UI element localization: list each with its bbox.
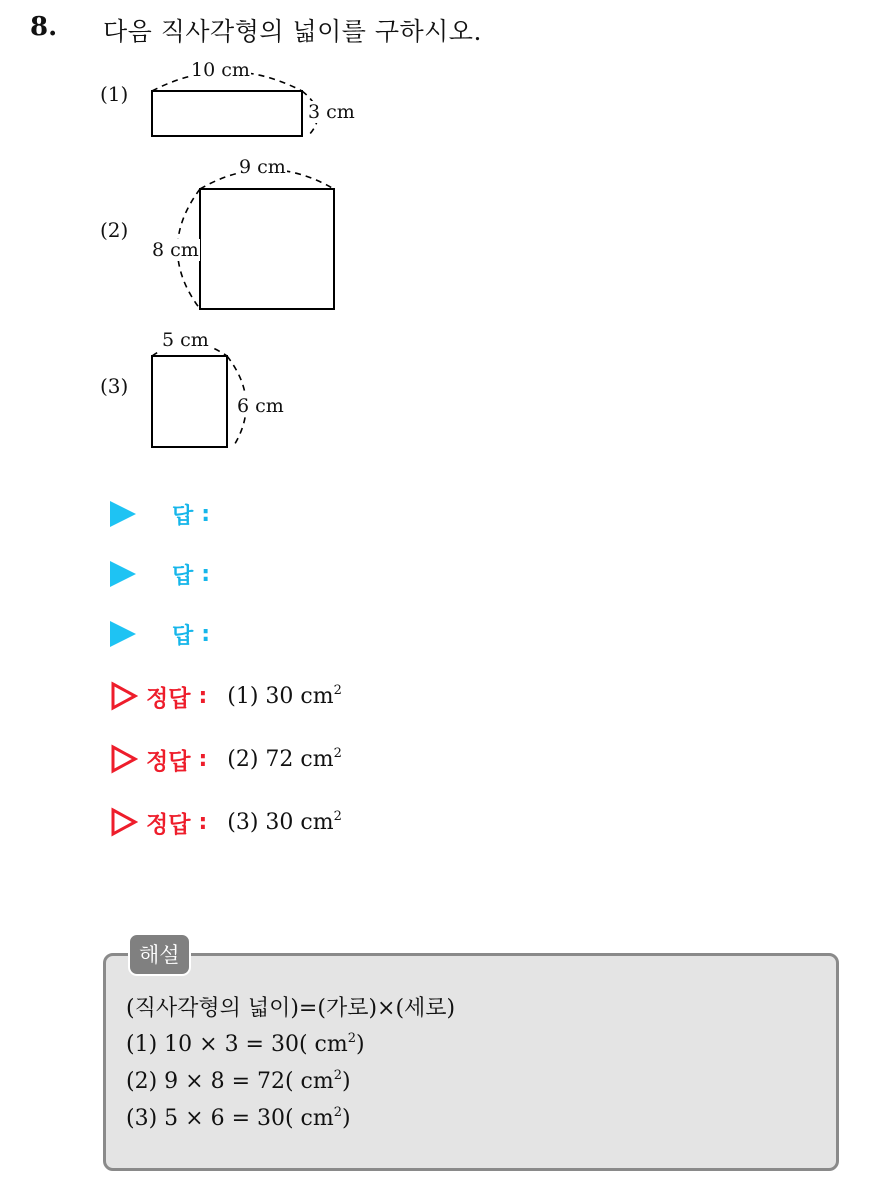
outline-triangle-icon bbox=[110, 744, 138, 774]
explanation-box bbox=[103, 953, 839, 1171]
figure-1-label: (1) bbox=[100, 82, 129, 106]
answer-colon: : bbox=[201, 501, 211, 527]
correct-answer-value: (2) 72 $cm^2$ bbox=[227, 746, 342, 772]
answer-blank-1 bbox=[110, 496, 210, 532]
figure-3-width-label: 5 cm bbox=[162, 329, 209, 351]
figure-1-width-label: 10 cm bbox=[191, 59, 250, 81]
correct-answer-label: 정답 bbox=[146, 811, 191, 838]
explanation-line-3: (3) 5 × 6 = 30( $cm^2$) bbox=[126, 1105, 351, 1131]
correct-answer-label: 정답 bbox=[146, 748, 191, 775]
figure-1-height-label: 3 cm bbox=[308, 101, 355, 123]
answer-blank-2 bbox=[110, 556, 210, 592]
figure-3-height-label: 6 cm bbox=[237, 395, 284, 417]
explanation-line-2: (2) 9 × 8 = 72( $cm^2$) bbox=[126, 1068, 351, 1094]
answer-label: 답 bbox=[172, 503, 194, 529]
answer-blank-3 bbox=[110, 616, 210, 652]
correct-answer-1 bbox=[110, 678, 342, 714]
figure-2-height-label: 8 cm bbox=[152, 239, 199, 261]
filled-triangle-icon bbox=[110, 561, 136, 587]
outline-triangle-icon bbox=[110, 681, 138, 711]
figure-3-label: (3) bbox=[100, 374, 129, 398]
explanation-tag: 해설 bbox=[128, 933, 191, 976]
explanation-line-1: (1) 10 × 3 = 30( $cm^2$) bbox=[126, 1031, 365, 1057]
explanation-formula: (직사각형의 넓이)=(가로)×(세로) bbox=[126, 996, 456, 1021]
correct-answer-colon: : bbox=[198, 746, 208, 772]
outline-triangle-icon bbox=[110, 807, 138, 837]
correct-answer-value: (3) 30 $cm^2$ bbox=[227, 809, 342, 835]
figure-2-label: (2) bbox=[100, 218, 129, 242]
filled-triangle-icon bbox=[110, 621, 136, 647]
correct-answer-value: (1) 30 $cm^2$ bbox=[227, 683, 342, 709]
correct-answer-colon: : bbox=[198, 683, 208, 709]
figure-1-rectangle bbox=[0, 0, 884, 470]
answer-label: 답 bbox=[172, 563, 194, 589]
correct-answer-colon: : bbox=[198, 809, 208, 835]
question-text: 다음 직사각형의 넓이를 구하시오. bbox=[103, 17, 482, 46]
figure-2-width-label: 9 cm bbox=[239, 156, 286, 178]
filled-triangle-icon bbox=[110, 501, 136, 527]
answer-colon: : bbox=[201, 561, 211, 587]
correct-answer-2 bbox=[110, 741, 342, 777]
answer-colon: : bbox=[201, 621, 211, 647]
correct-answer-label: 정답 bbox=[146, 685, 191, 712]
correct-answer-3 bbox=[110, 804, 342, 840]
question-number: 8. bbox=[30, 12, 58, 42]
answer-label: 답 bbox=[172, 623, 194, 649]
